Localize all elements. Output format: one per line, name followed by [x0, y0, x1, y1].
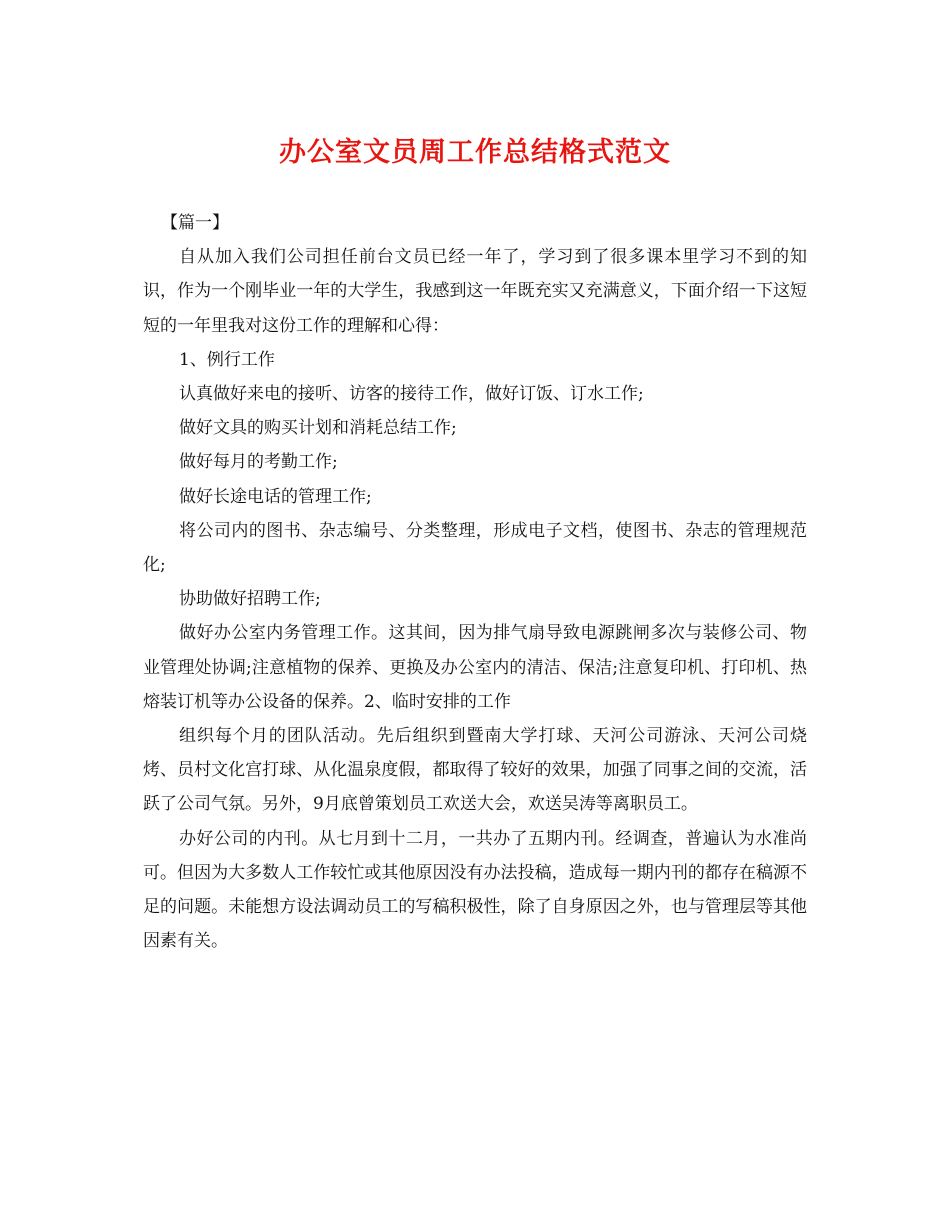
paragraph-stationery: 做好文具的购买计划和消耗总结工作; — [179, 418, 457, 439]
paragraph-recruitment: 协助做好招聘工作; — [179, 589, 321, 610]
paragraph-intro: 自从加入我们公司担任前台文员已经一年了，学习到了很多课本里学习不到的知识，作为一个刚毕业一年的大学生，我感到这一年既充实又充满意义，下面介绍一下这短短的一年里我对这份工作的理解和心得： — [143, 247, 807, 336]
paragraph-calls-visitors: 认真做好来电的接听、访客的接待工作，做好订饭、订水工作; — [179, 384, 644, 405]
paragraph-team-activities: 组织每个月的团队活动。先后组织到暨南大学打球、天河公司游泳、天河公司烧烤、员村文化宫打球、从化温泉度假，都取得了较好的效果，加强了同事之间的交流，活跃了公司气氛。另外，9月底曾策划员工欢送大会，欢送吴涛等离职员工。 — [143, 726, 807, 815]
document-body — [143, 206, 807, 958]
heading-routine-work: 1、例行工作 — [179, 349, 275, 370]
paragraph-office-management: 做好办公室内务管理工作。这其间，因为排气扇导致电源跳闸多次与装修公司、物业管理处协调;注意植物的保养、更换及办公室内的清洁、保洁;注意复印机、打印机、热熔装订机等办公设备的保养。2、临时安排的工作 — [143, 623, 807, 712]
document-title: 办公室文员周工作总结格式范文 — [279, 137, 671, 168]
paragraph-internal-magazine: 办好公司的内刊。从七月到十二月，一共办了五期内刊。经调查，普遍认为水准尚可。但因为大多数人工作较忙或其他原因没有办法投稿，造成每一期内刊的都存在稿源不足的问题。未能想方设法调动员工的写稿积极性，除了自身原因之外，也与管理层等其他因素有关。 — [143, 828, 807, 952]
paragraph-attendance: 做好每月的考勤工作; — [179, 452, 338, 473]
paragraph-books-magazines: 将公司内的图书、杂志编号、分类整理，形成电子文档，使图书、杂志的管理规范化; — [143, 520, 807, 576]
section-label: 【篇一】 — [161, 213, 229, 233]
paragraph-long-distance-calls: 做好长途电话的管理工作; — [179, 486, 372, 507]
